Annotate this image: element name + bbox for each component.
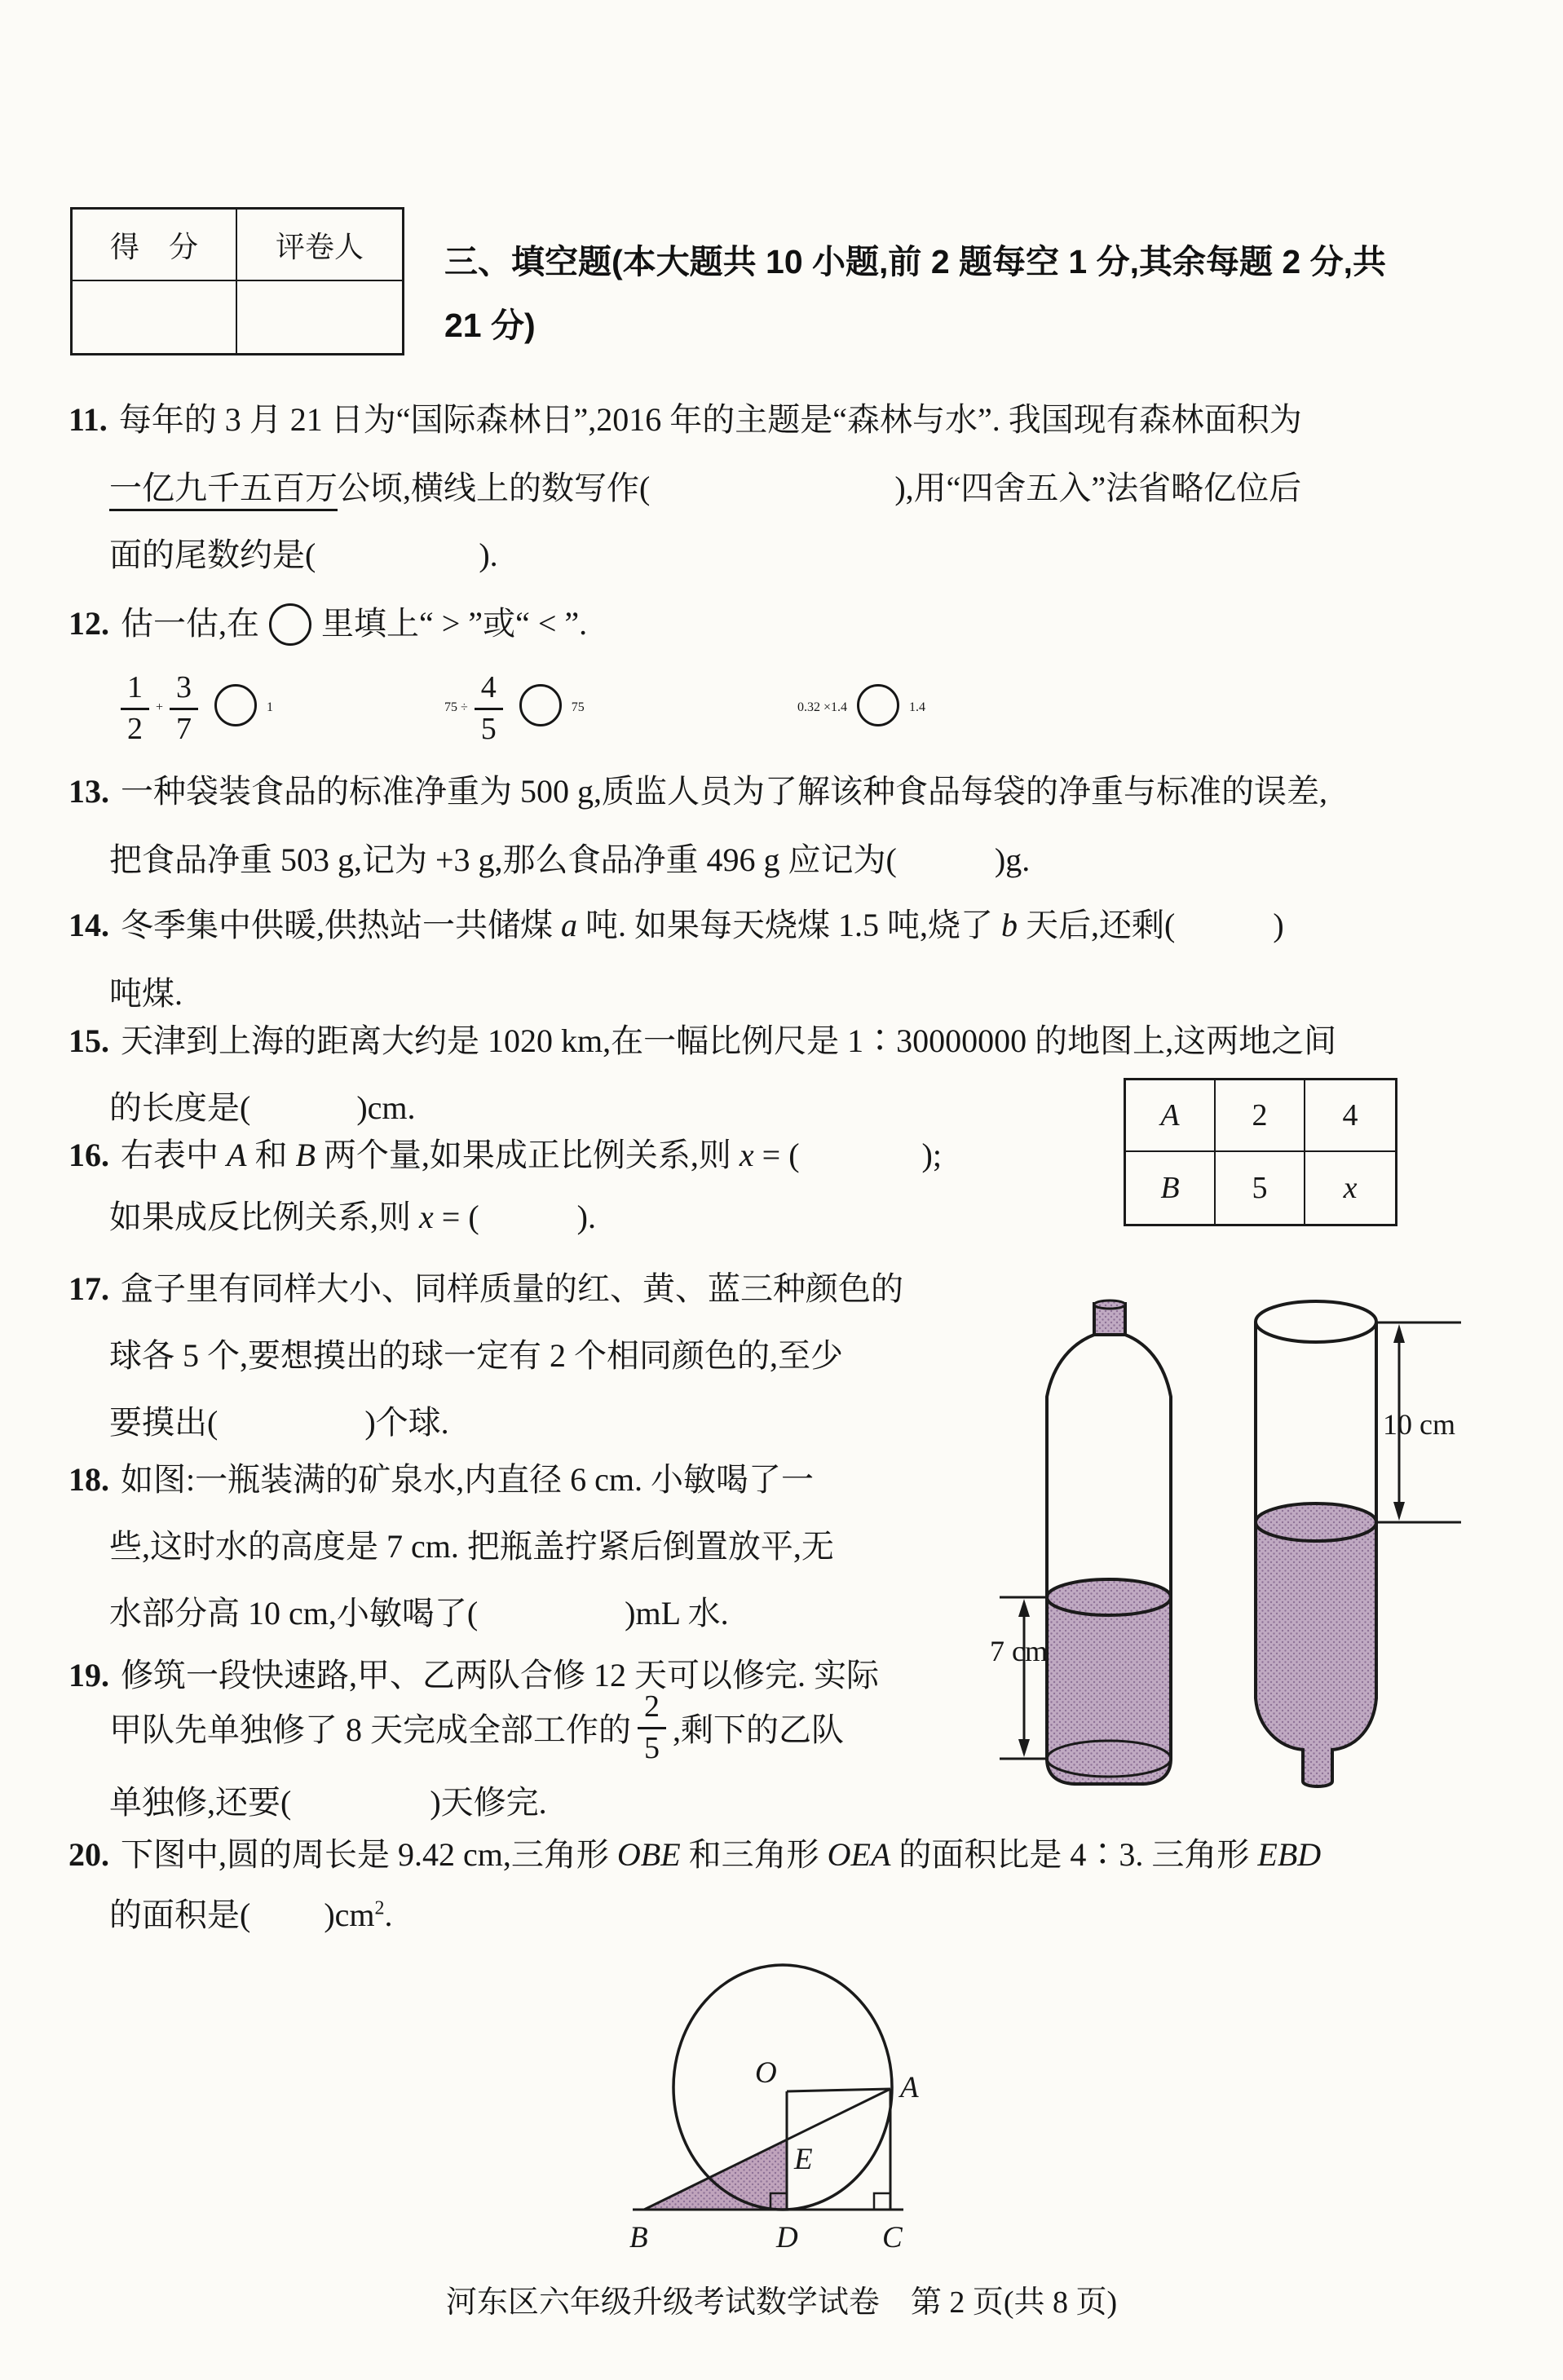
q12-expr1-rhs: 1 [267, 700, 274, 714]
line-OA [787, 2089, 890, 2091]
q13-line1 [68, 771, 1327, 812]
table-cell-x: x [1343, 1171, 1358, 1205]
q12-intro-pre: 估一估,在 [121, 605, 259, 642]
q16-line1 [68, 1135, 942, 1176]
q15-line1 [68, 1021, 1336, 1062]
q13-number: 13. [68, 773, 109, 810]
comparison-circle-icon [519, 684, 562, 726]
q12-intro [68, 603, 587, 651]
fraction-denominator: 2 [127, 711, 143, 746]
q15-line1-text: 天津到上海的距离大约是 1020 km,在一幅比例尺是 1∶30000000 的地图上,这两地之间 [121, 1022, 1337, 1059]
q12-expression-3 [797, 657, 925, 758]
page-footer: 河东区六年级升级考试数学试卷 第 2 页(共 8 页) [445, 2285, 1118, 2320]
plus-operator: + [156, 700, 164, 714]
q13-line2: 把食品净重 503 g,记为 +3 g,那么食品净重 496 g 应记为( )g. [109, 841, 1031, 878]
comparison-circle-icon [269, 603, 311, 646]
right-bottle [1256, 1301, 1461, 1786]
q11-line2 [109, 468, 1301, 509]
q16-line1-c: 两个量,如果成正比例关系,则 [315, 1137, 740, 1173]
variable-B: B [295, 1137, 316, 1173]
q12-expr2-lhs: 75 ÷ [444, 700, 468, 714]
q14-line1-c: 天后,还剩( ) [1018, 907, 1284, 943]
q14-line2: 吨煤. [109, 975, 183, 1012]
section-title-line2: 21 分) [444, 307, 536, 344]
q14-number: 14. [68, 907, 109, 943]
q16-ratio-table [1124, 1078, 1397, 1226]
q12-number: 12. [68, 605, 109, 642]
q12-intro-post: 里填上“ > ”或“ < ”. [321, 605, 588, 642]
variable-A: A [227, 1137, 247, 1173]
score-label: 得 分 [73, 210, 237, 281]
q20-line2 [109, 1895, 393, 1936]
arrowhead-up-icon [1393, 1324, 1405, 1343]
q14-line1-b: 吨. 如果每天烧煤 1.5 吨,烧了 [577, 907, 1001, 943]
q20-line1 [68, 1835, 1321, 1875]
q20-number: 20. [68, 1836, 109, 1873]
variable-x: x [419, 1199, 434, 1235]
q11-underlined-number: 一亿九千五百万 [109, 470, 338, 511]
q19-line1-text: 修筑一段快速路,甲、乙两队合修 12 天可以修完. 实际 [121, 1657, 879, 1693]
arrowhead-down-icon [1393, 1502, 1405, 1521]
variable-a: a [561, 907, 577, 943]
fraction-numerator: 1 [121, 669, 149, 710]
fraction-1-2 [121, 669, 149, 747]
score-value-cell [73, 281, 237, 353]
point-label-B: B [629, 2221, 648, 2254]
q19-line2-a: 甲队先单独修了 8 天完成全部工作的 [109, 1711, 631, 1748]
arrowhead-up-icon [1018, 1599, 1030, 1617]
left-bottle-water-bottom [1047, 1741, 1171, 1777]
q19-line3: 单独修,还要( )天修完. [109, 1784, 547, 1821]
q20-line1-b: 和三角形 [680, 1836, 828, 1873]
q19-number: 19. [68, 1657, 109, 1693]
comparison-circle-icon [857, 684, 899, 726]
q16-line1-a: 右表中 [121, 1137, 227, 1173]
fraction-numerator: 3 [170, 669, 198, 710]
comparison-circle-icon [214, 684, 257, 726]
triangle-EBD: EBD [1257, 1836, 1322, 1873]
q20-line1-a: 下图中,圆的周长是 9.42 cm,三角形 [121, 1836, 617, 1873]
q12-expression-2 [444, 657, 585, 758]
score-table [70, 207, 404, 355]
q17-line2: 球各 5 个,要想摸出的球一定有 2 个相同颜色的,至少 [109, 1337, 843, 1374]
fraction-3-7 [170, 669, 198, 747]
q14-line1 [68, 905, 1284, 946]
table-cell-A: A [1126, 1080, 1216, 1152]
right-bottle-water [1256, 1522, 1376, 1785]
q11-line3: 面的尾数约是( ). [109, 536, 498, 573]
q18-line2: 些,这时水的高度是 7 cm. 把瓶盖拧紧后倒置放平,无 [109, 1528, 834, 1565]
q12-expression-1 [114, 657, 273, 758]
q17-line1-text: 盒子里有同样大小、同样质量的红、黄、蓝三种颜色的 [121, 1270, 903, 1307]
bottles-figure [978, 1292, 1468, 1796]
right-angle-mark-C [874, 2193, 890, 2210]
measure-arrow-7cm [1000, 1597, 1047, 1759]
table-cell-5: 5 [1216, 1152, 1305, 1224]
q17-line1 [68, 1269, 903, 1309]
circle-figure [620, 1949, 962, 2275]
point-label-E: E [794, 2143, 813, 2176]
fraction-denominator: 5 [480, 711, 497, 746]
left-bottle [990, 1300, 1171, 1784]
q18-line3: 水部分高 10 cm,小敏喝了( )mL 水. [109, 1595, 729, 1632]
q18-line1 [68, 1459, 814, 1500]
q14-line1-a: 冬季集中供暖,供热站一共储煤 [121, 907, 561, 943]
q13-line1-text: 一种袋装食品的标准净重为 500 g,质监人员为了解该种食品每袋的净重与标准的误差, [121, 773, 1327, 810]
q11-number: 11. [68, 401, 108, 438]
fraction-2-5 [638, 1689, 666, 1766]
q20-line2-a: 的面积是( )cm [109, 1896, 375, 1933]
left-bottle-cap-top [1094, 1300, 1125, 1309]
variable-x: x [739, 1137, 754, 1173]
q11-line2-text: 公顷,横线上的数写作( ),用“四舍五入”法省略亿位后 [338, 470, 1302, 506]
grader-value-cell [237, 281, 402, 353]
section-title-line1: 三、填空题(本大题共 10 小题,前 2 题每空 1 分,其余每题 2 分,共 [444, 243, 1386, 280]
point-label-D: D [776, 2221, 798, 2254]
q12-expr3-rhs: 1.4 [909, 700, 926, 714]
fraction-numerator: 2 [638, 1689, 666, 1729]
point-label-C: C [882, 2221, 903, 2254]
q18-number: 18. [68, 1461, 109, 1498]
squared-exponent: 2 [374, 1897, 385, 1919]
fraction-denominator: 7 [176, 711, 192, 746]
table-cell-2: 2 [1216, 1080, 1305, 1152]
label-7cm: 7 cm [990, 1635, 1048, 1667]
q16-line2 [109, 1197, 596, 1238]
variable-b: b [1001, 907, 1018, 943]
q12-expr2-rhs: 75 [571, 700, 585, 714]
left-bottle-water-surface [1047, 1579, 1171, 1615]
q16-line2-a: 如果成反比例关系,则 [109, 1199, 419, 1235]
q17-number: 17. [68, 1270, 109, 1307]
q18-line1-text: 如图:一瓶装满的矿泉水,内直径 6 cm. 小敏喝了一 [121, 1461, 814, 1498]
q19-line2-b: ,剩下的乙队 [673, 1711, 844, 1748]
label-10cm: 10 cm [1383, 1408, 1455, 1441]
triangle-OEA: OEA [827, 1836, 891, 1873]
q16-line2-b: = ( ). [433, 1199, 596, 1235]
q17-line3: 要摸出( )个球. [109, 1404, 449, 1441]
fraction-denominator: 5 [644, 1730, 660, 1765]
fraction-4-5 [475, 669, 503, 747]
right-bottle-rim [1256, 1301, 1376, 1342]
q15-line2: 的长度是( )cm. [109, 1089, 416, 1126]
q16-number: 16. [68, 1137, 109, 1173]
fraction-numerator: 4 [475, 669, 503, 710]
point-label-A: A [900, 2071, 919, 2104]
q11-line1-text: 每年的 3 月 21 日为“国际森林日”,2016 年的主题是“森林与水”. 我国现有森林面积为 [118, 401, 1302, 438]
grader-label: 评卷人 [237, 210, 402, 281]
arrowhead-down-icon [1018, 1739, 1030, 1757]
q11-line1 [68, 400, 1302, 440]
q20-line1-c: 的面积比是 4∶3. 三角形 [890, 1836, 1258, 1873]
right-bottle-water-surface [1256, 1504, 1376, 1541]
q19-line2 [109, 1680, 844, 1774]
q16-line1-b: 和 [246, 1137, 296, 1173]
table-cell-B: B [1126, 1152, 1216, 1224]
q12-expr3-lhs: 0.32 ×1.4 [797, 700, 848, 714]
point-label-O: O [755, 2056, 777, 2090]
q15-number: 15. [68, 1022, 109, 1059]
table-cell-4: 4 [1305, 1080, 1395, 1152]
q20-line2-b: . [384, 1896, 393, 1933]
triangle-OBE: OBE [616, 1836, 681, 1873]
q16-line1-d: = ( ); [753, 1137, 942, 1173]
